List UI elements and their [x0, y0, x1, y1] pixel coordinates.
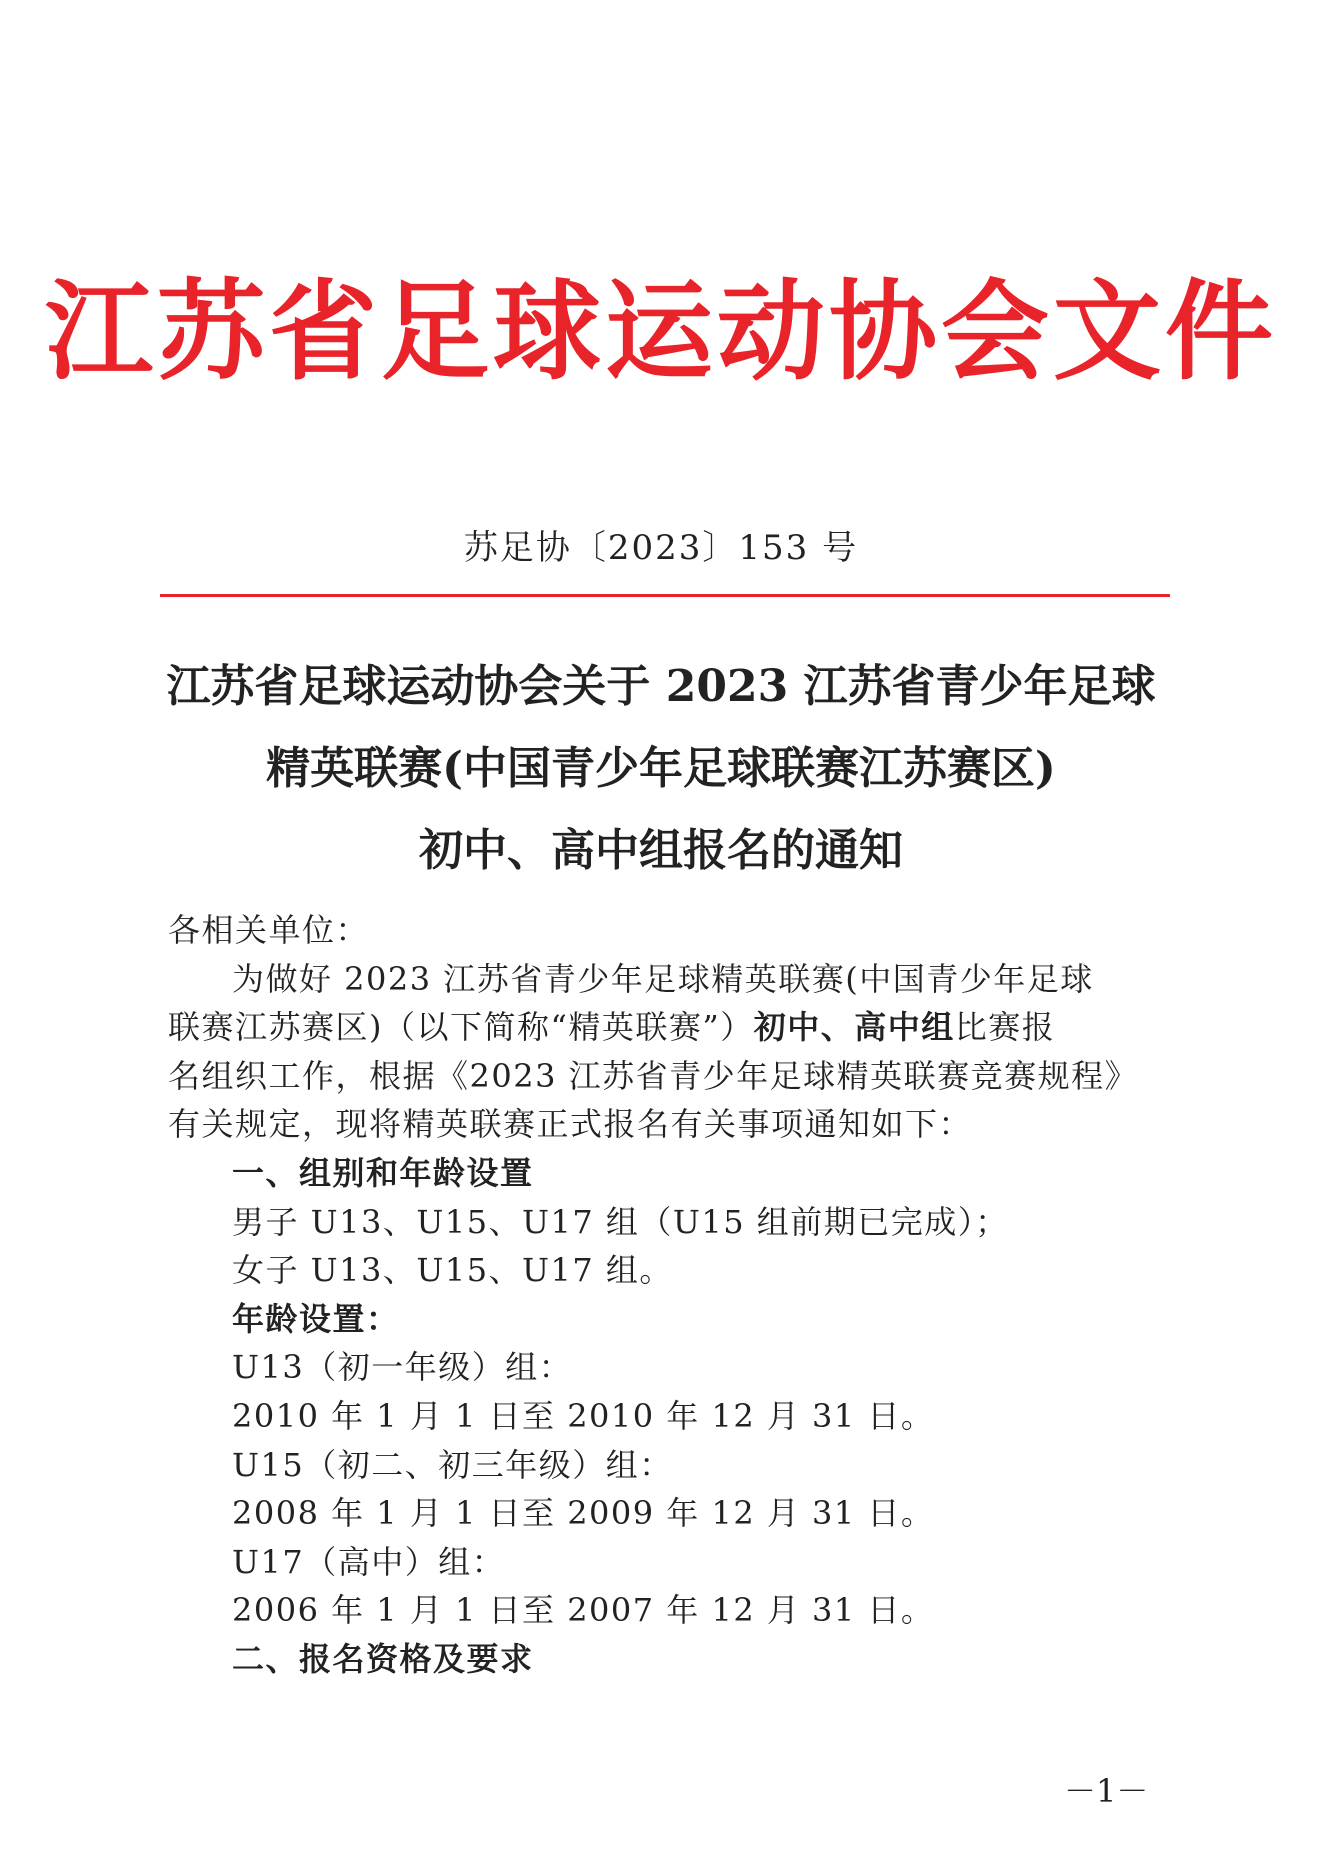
- age-heading: 年龄设置：: [232, 1299, 400, 1338]
- section-2-heading: 二、报名资格及要求: [232, 1639, 534, 1678]
- u17-label: U17（高中）组：: [232, 1542, 506, 1581]
- title-line-3: 初中、高中组报名的通知: [419, 825, 903, 876]
- u13-dates: 2010 年 1 月 1 日至 2010 年 12 月 31 日。: [232, 1396, 935, 1435]
- u15-dates: 2008 年 1 月 1 日至 2009 年 12 月 31 日。: [232, 1494, 935, 1533]
- notice-title: [0, 646, 1322, 892]
- notice-body: [168, 906, 1158, 1684]
- u13-label: U13（初一年级）组：: [232, 1348, 573, 1387]
- groups-male: 男子 U13、U15、U17 组（U15 组前期已完成）；: [232, 1202, 1009, 1241]
- red-divider-line: [160, 594, 1170, 597]
- section-1-heading: 一、组别和年龄设置: [232, 1153, 534, 1192]
- intro-line-4: 有关规定，现将精英联赛正式报名有关事项通知如下：: [168, 1105, 973, 1144]
- intro-line-2-part-c: 比赛报: [954, 1008, 1056, 1047]
- groups-female: 女子 U13、U15、U17 组。: [232, 1251, 673, 1290]
- intro-line-1: 为做好 2023 江苏省青少年足球精英联赛(中国青少年足球: [232, 959, 1094, 998]
- intro-line-2-part-a: 联赛江苏赛区)（以下简称“精英联赛”）: [168, 1008, 754, 1047]
- salutation: 各相关单位：: [168, 911, 370, 949]
- intro-line-2: [168, 1003, 1158, 1052]
- document-number: 苏足协〔2023〕153 号: [463, 528, 859, 568]
- org-header-title: 江苏省足球运动协会文件: [44, 269, 1277, 395]
- title-line-1: 江苏省足球运动协会关于 2023 江苏省青少年足球: [166, 661, 1156, 712]
- intro-line-3: 名组织工作，根据《2023 江苏省青少年足球精英联赛竞赛规程》: [168, 1056, 1139, 1095]
- page-number: －1－: [1064, 1772, 1149, 1810]
- intro-emphasis: 初中、高中组: [753, 1008, 955, 1047]
- title-line-2: 精英联赛(中国青少年足球联赛江苏赛区): [266, 743, 1056, 794]
- u17-dates: 2006 年 1 月 1 日至 2007 年 12 月 31 日。: [232, 1591, 935, 1630]
- u15-label: U15（初二、初三年级）组：: [232, 1445, 673, 1484]
